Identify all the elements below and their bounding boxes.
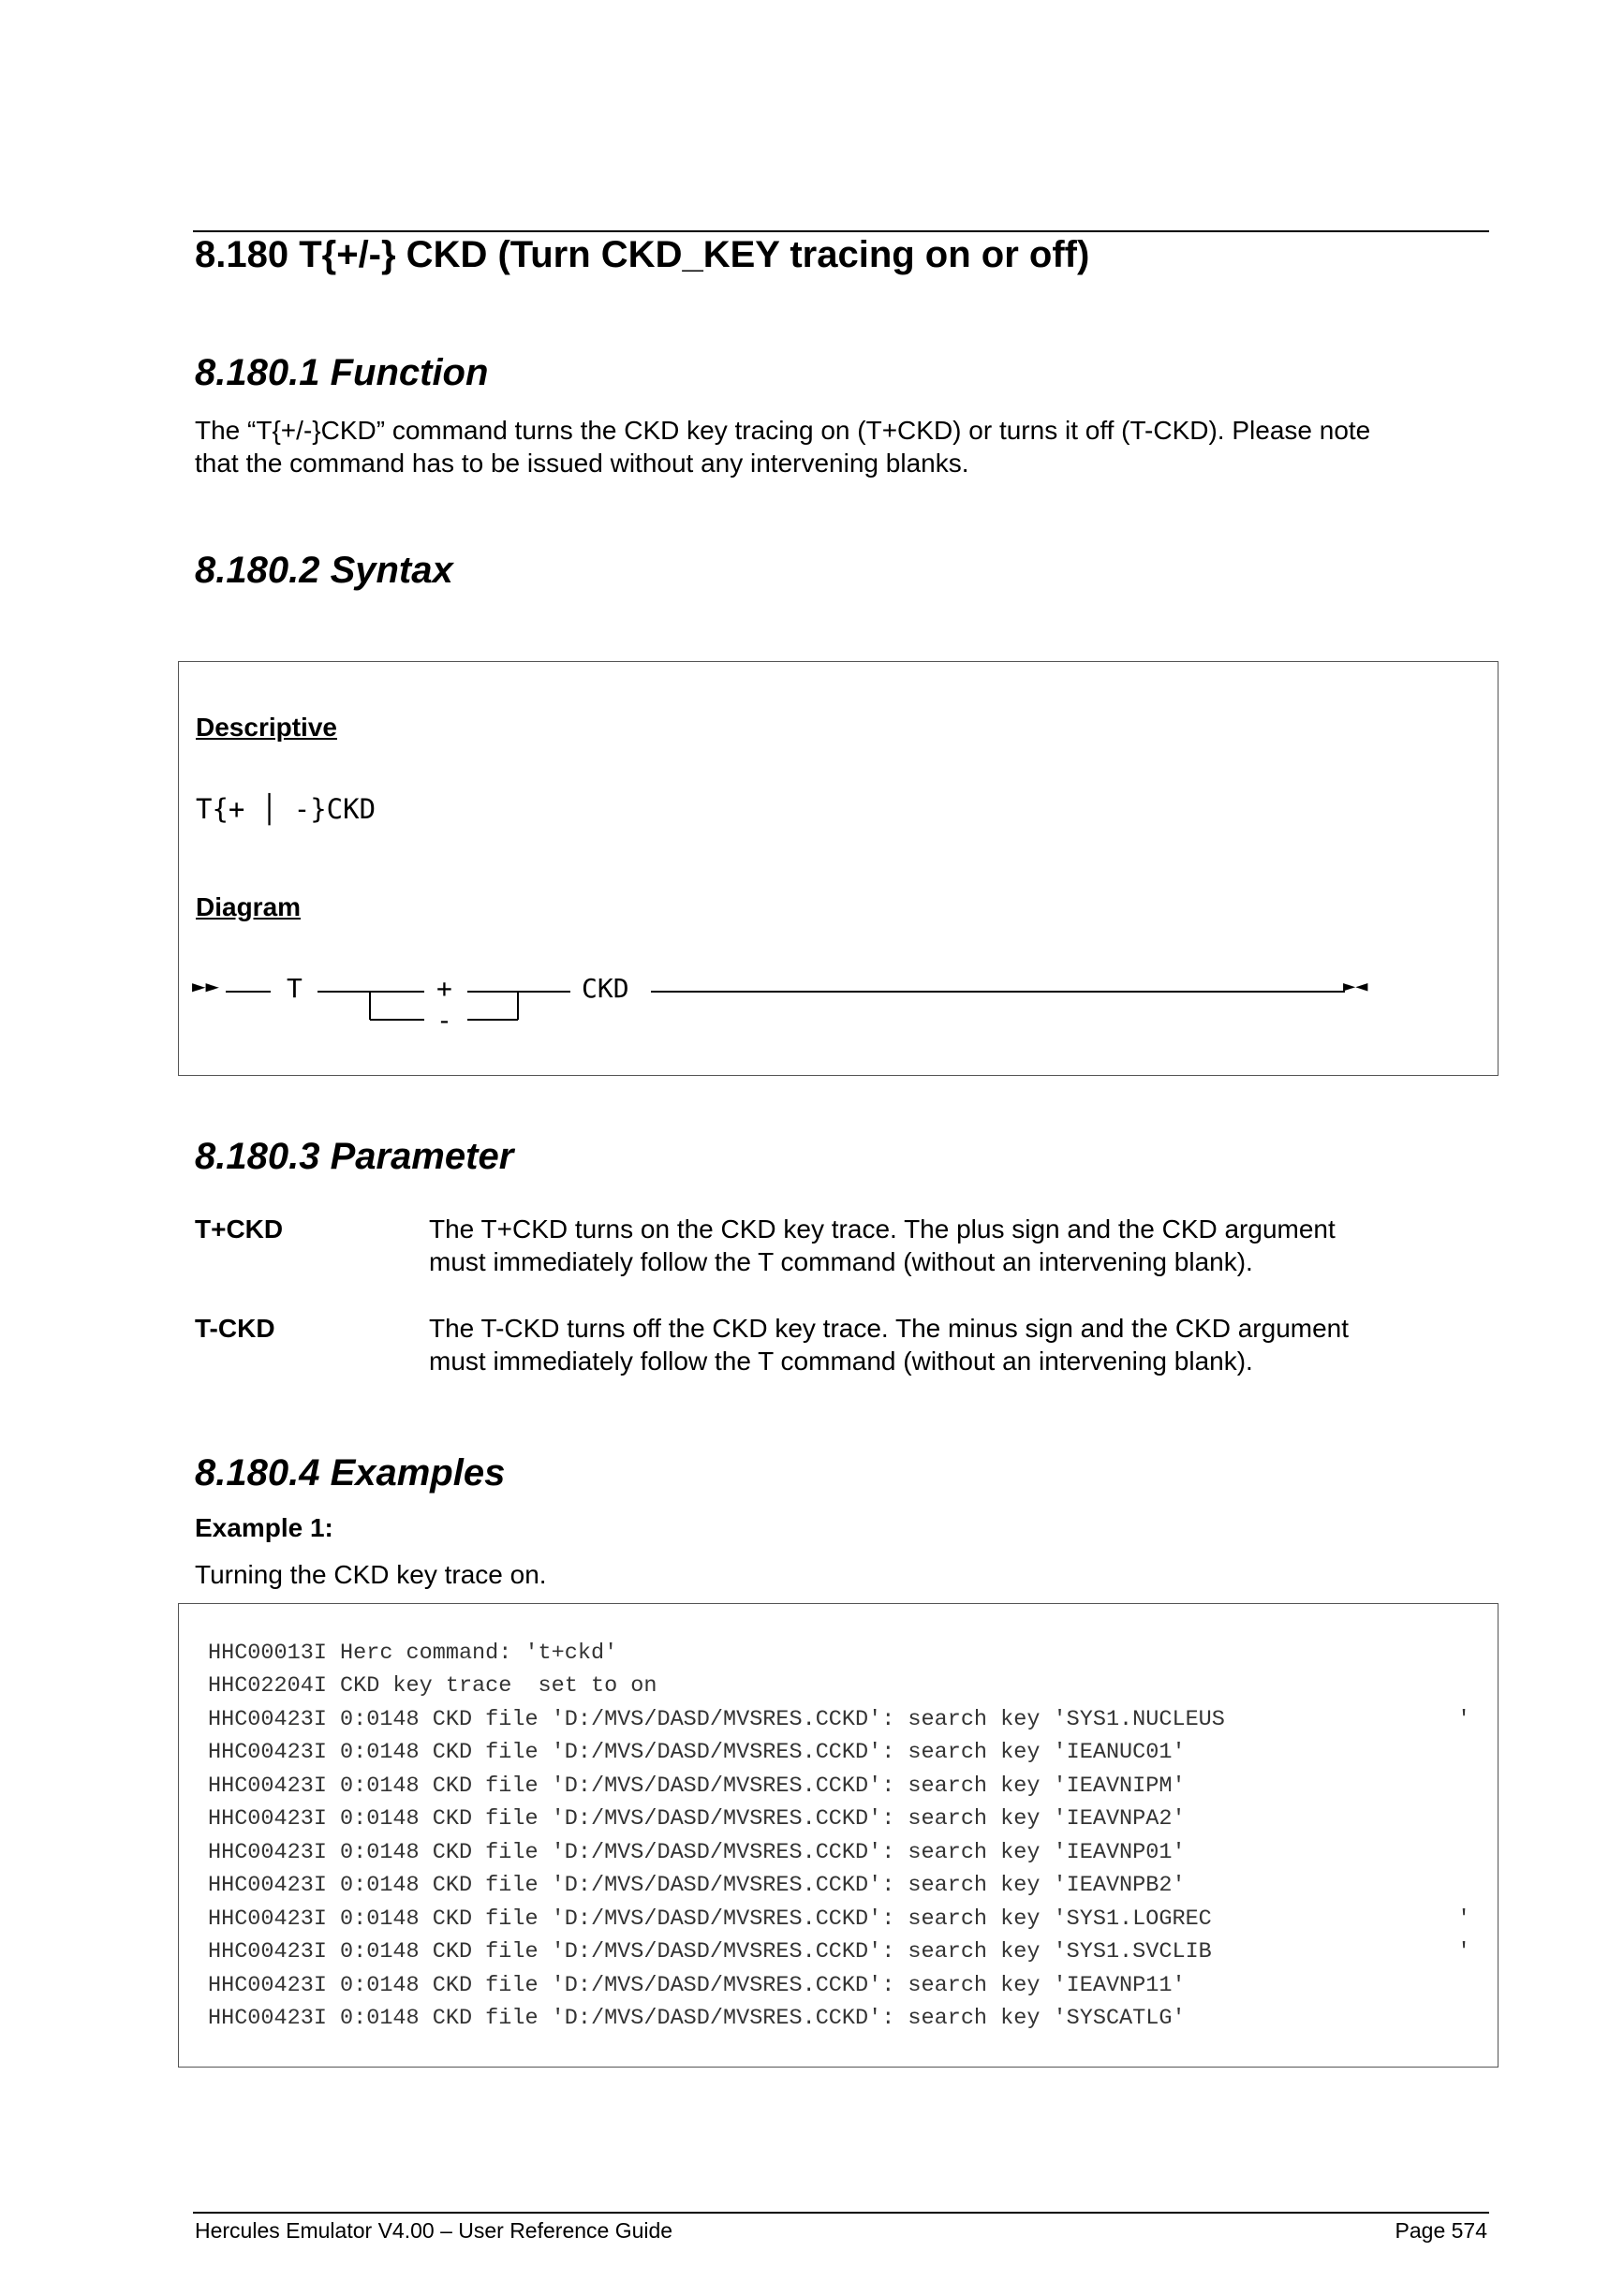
param-name-minus: T-CKD — [195, 1314, 275, 1343]
param-desc-plus — [429, 1213, 1487, 1278]
param-name-plus: T+CKD — [195, 1214, 284, 1244]
diagram-label: Diagram — [196, 892, 302, 921]
parameter-heading: 8.180.3 Parameter — [195, 1136, 514, 1177]
diagram-plus: + — [436, 973, 452, 1004]
diagram-end-arrows: ►◄ — [1343, 975, 1368, 998]
example1-description: Turning the CKD key trace on. — [195, 1560, 547, 1589]
code-line: HHC00423I 0:0148 CKD file 'D:/MVS/DASD/MVSRES.CCKD': search key 'IEAVNP11' — [208, 1973, 1186, 1998]
section-title: 8.180 T{+/-} CKD (Turn CKD_KEY tracing on or off) — [195, 234, 1090, 275]
code-line: HHC00423I 0:0148 CKD file 'D:/MVS/DASD/MVSRES.CCKD': search key 'IEANUC01' — [208, 1740, 1186, 1765]
syntax-box — [178, 661, 1499, 1076]
code-line: HHC00423I 0:0148 CKD file 'D:/MVS/DASD/MVSRES.CCKD': search key 'SYS1.SVCLIB — [208, 1939, 1212, 1965]
diagram-lines — [179, 662, 1499, 1077]
code-line: HHC02204I CKD key trace set to on — [208, 1673, 657, 1699]
code-line: HHC00423I 0:0148 CKD file 'D:/MVS/DASD/MVSRES.CCKD': search key 'SYS1.LOGREC — [208, 1906, 1212, 1932]
examples-heading: 8.180.4 Examples — [195, 1452, 506, 1494]
function-heading: 8.180.1 Function — [195, 352, 489, 393]
param-desc-plus-line-1: The T+CKD turns on the CKD key trace. The plus sign and the CKD argument — [429, 1214, 1336, 1244]
code-line: HHC00423I 0:0148 CKD file 'D:/MVS/DASD/MVSRES.CCKD': search key 'IEAVNP01' — [208, 1840, 1186, 1865]
header-rule — [193, 230, 1489, 232]
code-line: HHC00423I 0:0148 CKD file 'D:/MVS/DASD/MVSRES.CCKD': search key 'IEAVNPA2' — [208, 1806, 1186, 1832]
footer-rule — [193, 2212, 1489, 2214]
param-desc-minus — [429, 1312, 1487, 1377]
function-body — [195, 414, 1506, 479]
code-closing-quote: ' — [1457, 1906, 1471, 1932]
code-closing-quote: ' — [1457, 1707, 1471, 1732]
code-line: HHC00013I Herc command: 't+ckd' — [208, 1641, 618, 1666]
diagram-t: T — [287, 973, 303, 1004]
code-line: HHC00423I 0:0148 CKD file 'D:/MVS/DASD/MVSRES.CCKD': search key 'IEAVNPB2' — [208, 1873, 1186, 1898]
code-line: HHC00423I 0:0148 CKD file 'D:/MVS/DASD/MVSRES.CCKD': search key 'IEAVNIPM' — [208, 1774, 1186, 1799]
diagram-start-arrows: ►► — [192, 973, 219, 999]
param-desc-minus-line-1: The T-CKD turns off the CKD key trace. The minus sign and the CKD argument — [429, 1314, 1350, 1343]
descriptive-label: Descriptive — [196, 713, 337, 742]
code-line: HHC00423I 0:0148 CKD file 'D:/MVS/DASD/MVSRES.CCKD': search key 'SYS1.NUCLEUS — [208, 1707, 1225, 1732]
footer-page-number: Page 574 — [1395, 2218, 1487, 2243]
function-line-2: that the command has to be issued without any intervening blanks. — [195, 449, 969, 478]
code-closing-quote: ' — [1457, 1939, 1471, 1965]
param-desc-plus-line-2: must immediately follow the T command (without an intervening blank). — [429, 1247, 1253, 1276]
descriptive-syntax: T{+ │ -}CKD — [196, 793, 376, 825]
diagram-minus: - — [436, 1005, 452, 1036]
code-line: HHC00423I 0:0148 CKD file 'D:/MVS/DASD/MVSRES.CCKD': search key 'SYSCATLG' — [208, 2006, 1186, 2031]
param-desc-minus-line-2: must immediately follow the T command (without an intervening blank). — [429, 1347, 1253, 1376]
footer-left: Hercules Emulator V4.00 – User Reference Guide — [195, 2218, 673, 2243]
function-line-1: The “T{+/-}CKD” command turns the CKD key tracing on (T+CKD) or turns it off (T-CKD). Please note — [195, 416, 1371, 445]
example1-label: Example 1: — [195, 1513, 333, 1542]
diagram-ckd: CKD — [582, 973, 629, 1004]
syntax-heading: 8.180.2 Syntax — [195, 550, 453, 591]
